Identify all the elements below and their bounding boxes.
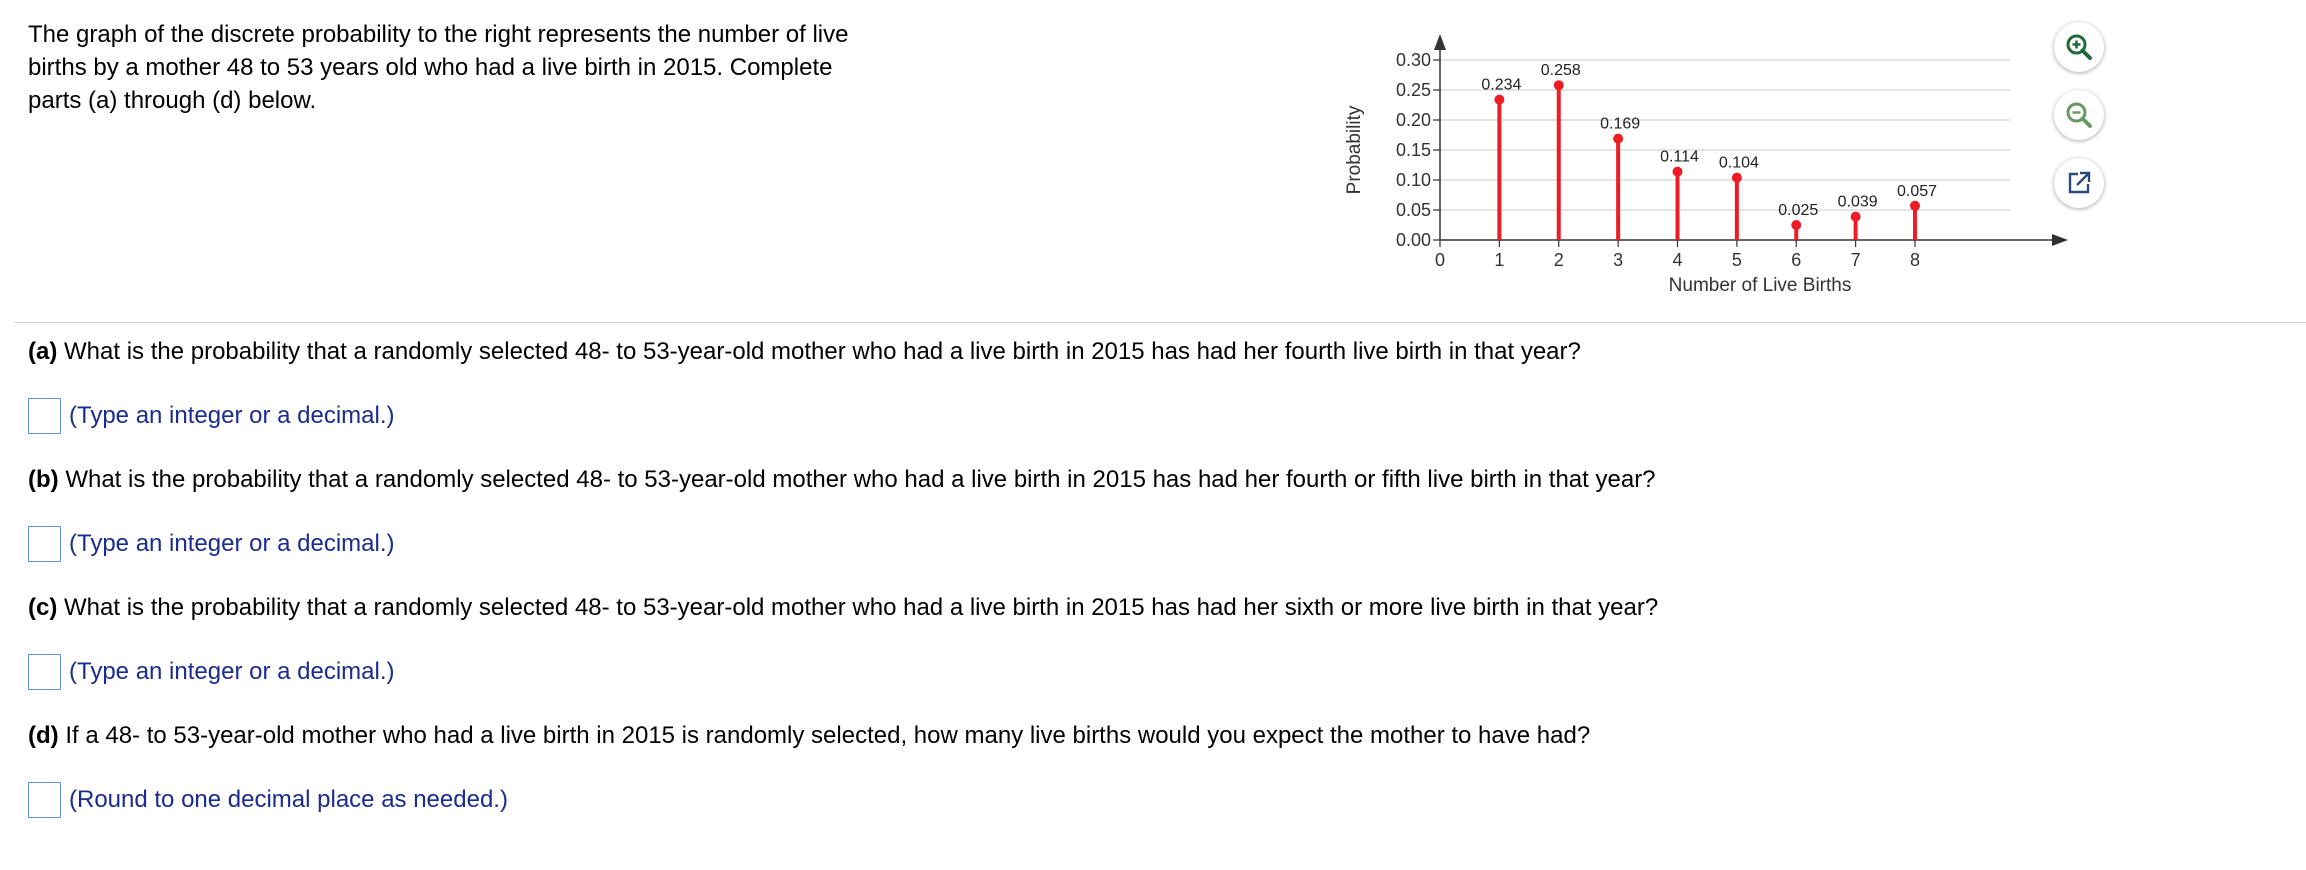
- answer-hint: (Round to one decimal place as needed.): [69, 786, 508, 813]
- data-label: 0.234: [1481, 76, 1522, 94]
- chart-svg: [1330, 18, 2070, 308]
- zoom-in-button[interactable]: [2054, 22, 2104, 72]
- x-tick-label: 3: [1613, 250, 1624, 270]
- stem-point: [1673, 167, 1683, 177]
- x-tick-label: 8: [1909, 250, 1921, 270]
- probability-stem-chart: [1330, 18, 2070, 308]
- question-text: What is the probability that a randomly selected 48- to 53-year-old mother who had a live birth in 2015 has had her sixth or more live birth in that year?: [64, 594, 1659, 621]
- popout-icon: [2065, 169, 2093, 197]
- section-divider: [14, 322, 2306, 323]
- answer-input-a[interactable]: [28, 398, 61, 434]
- question-b: [28, 465, 1656, 495]
- x-tick-label: 5: [1731, 250, 1742, 270]
- data-label: 0.104: [1718, 154, 1759, 172]
- x-tick-label: 2: [1553, 250, 1564, 270]
- data-label: 0.169: [1600, 115, 1641, 133]
- y-tick-label: 0.15: [1395, 140, 1431, 160]
- x-axis-arrow: [2052, 234, 2068, 246]
- x-tick-label: 4: [1672, 250, 1683, 270]
- stem-point: [1791, 220, 1801, 230]
- y-tick-label: 0.25: [1395, 80, 1431, 100]
- zoom-out-button[interactable]: [2054, 90, 2104, 140]
- answer-input-d[interactable]: [28, 782, 61, 818]
- x-tick-label: 0: [1434, 250, 1446, 270]
- data-label: 0.057: [1896, 182, 1938, 200]
- data-label: 0.114: [1660, 148, 1699, 166]
- stem-point: [1732, 173, 1742, 183]
- y-tick-label: 0.10: [1395, 170, 1431, 190]
- data-label: 0.025: [1778, 202, 1819, 219]
- question-tag: (d): [28, 722, 59, 749]
- x-axis-title: Number of Live Births: [1668, 275, 1852, 296]
- stem-point: [1851, 212, 1861, 222]
- question-a: [28, 337, 1581, 367]
- y-tick-label: 0.05: [1395, 200, 1431, 220]
- answer-hint: (Type an integer or a decimal.): [69, 402, 395, 429]
- x-tick-label: 6: [1791, 250, 1802, 270]
- question-tag: (a): [28, 338, 58, 365]
- answer-hint: (Type an integer or a decimal.): [69, 530, 395, 557]
- question-text: If a 48- to 53-year-old mother who had a live birth in 2015 is randomly selected, how many live births would you expect the mother to have had?: [65, 722, 1591, 749]
- answer-input-b[interactable]: [28, 526, 61, 562]
- data-label: 0.039: [1837, 193, 1878, 211]
- question-text: What is the probability that a randomly selected 48- to 53-year-old mother who had a live birth in 2015 has had her fourth or fifth live birth in that year?: [65, 466, 1656, 493]
- x-tick-label: 1: [1494, 250, 1505, 270]
- y-axis-title: Probability: [1344, 105, 1365, 195]
- answer-hint: (Type an integer or a decimal.): [69, 658, 395, 685]
- answer-row-a: [28, 396, 395, 436]
- question-tag: (b): [28, 466, 59, 493]
- stem-point: [1613, 134, 1623, 144]
- answer-row-b: [28, 524, 395, 564]
- answer-row-c: [28, 652, 395, 692]
- problem-statement: The graph of the discrete probability to the right represents the number of live births by a mother 48 to 53 years old who had a live birth in 2015. Complete parts (a) through (d) below.: [28, 21, 849, 114]
- answer-input-c[interactable]: [28, 654, 61, 690]
- question-c: [28, 593, 1658, 623]
- y-tick-label: 0.30: [1395, 50, 1431, 70]
- y-tick-label: 0.20: [1395, 110, 1431, 130]
- stem-point: [1910, 201, 1920, 211]
- x-tick-label: 7: [1850, 250, 1861, 270]
- y-axis-arrow: [1434, 34, 1446, 50]
- y-tick-label: 0.00: [1395, 230, 1431, 250]
- question-d: [28, 721, 1590, 751]
- question-tag: (c): [28, 594, 58, 621]
- popout-button[interactable]: [2054, 158, 2104, 208]
- stem-point: [1494, 95, 1504, 105]
- zoom-out-icon: [2064, 100, 2094, 130]
- data-label: 0.258: [1540, 62, 1581, 80]
- answer-row-d: [28, 780, 508, 820]
- stem-point: [1554, 80, 1564, 90]
- question-text: What is the probability that a randomly selected 48- to 53-year-old mother who had a live birth in 2015 has had her fourth live birth in that year?: [64, 338, 1581, 365]
- zoom-in-icon: [2064, 32, 2094, 62]
